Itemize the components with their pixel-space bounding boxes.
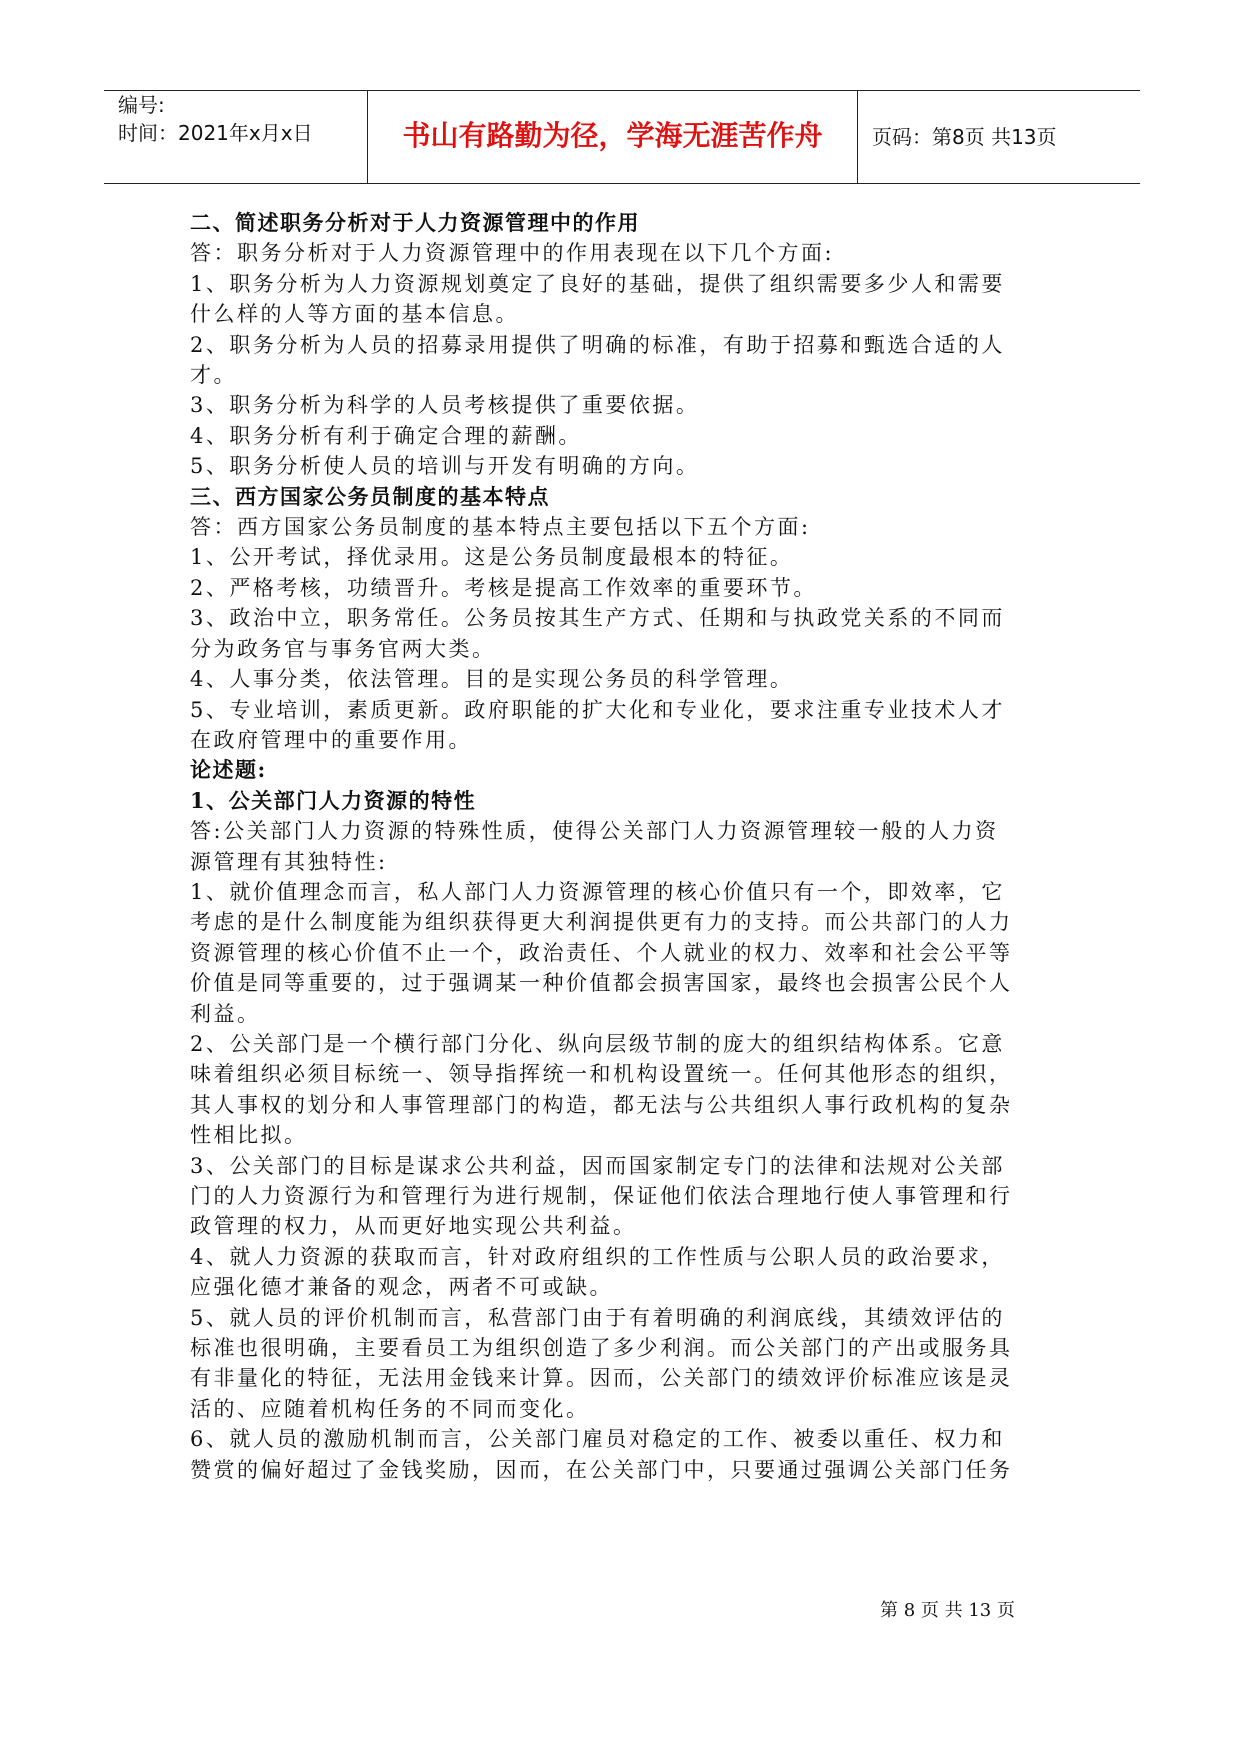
body-line: 4、职务分析有利于确定合理的薪酬。 bbox=[190, 423, 582, 448]
page-footer: 第 8 页 共 13 页 bbox=[880, 1600, 1015, 1621]
header-page-label: 页码：第8页 共13页 bbox=[872, 125, 1057, 149]
body-line: 味着组织必须目标统一、领导指挥统一和机构设置统一。任何其他形态的组织， bbox=[190, 1062, 1013, 1087]
body-line: 3、公关部门的目标是谋求公共利益，因而国家制定专门的法律和法规对公关部 bbox=[190, 1153, 1005, 1178]
body-line: 5、职务分析使人员的培训与开发有明确的方向。 bbox=[190, 454, 700, 479]
body-line: 在政府管理中的重要作用。 bbox=[190, 727, 472, 752]
header-motto-cell bbox=[368, 91, 858, 183]
section-heading: 三、西方国家公务员制度的基本特点 bbox=[190, 483, 550, 509]
body-line: 6、就人员的激励机制而言，公关部门雇员对稳定的工作、被委以重任、权力和 bbox=[190, 1427, 1005, 1452]
document-body bbox=[190, 208, 1060, 1485]
body-line: 答:公关部门人力资源的特殊性质，使得公关部门人力资源管理较一般的人力资 bbox=[190, 819, 999, 844]
section-heading: 二、简述职务分析对于人力资源管理中的作用 bbox=[190, 210, 640, 235]
body-line: 标准也很明确，主要看员工为组织创造了多少利润。而公关部门的产出或服务具 bbox=[190, 1336, 1013, 1361]
body-line: 分为政务官与事务官两大类。 bbox=[190, 636, 496, 661]
body-line: 应强化德才兼备的观念，两者不可或缺。 bbox=[190, 1275, 613, 1300]
body-line: 答：职务分析对于人力资源管理中的作用表现在以下几个方面: bbox=[190, 241, 835, 266]
body-line: 2、严格考核，功绩晋升。考核是提高工作效率的重要环节。 bbox=[190, 575, 817, 600]
body-line: 才。 bbox=[190, 363, 237, 388]
body-line: 价值是同等重要的，过于强调某一种价值都会损害国家，最终也会损害公民个人 bbox=[190, 971, 1013, 996]
body-line: 什么样的人等方面的基本信息。 bbox=[190, 302, 519, 327]
body-line: 2、公关部门是一个横行部门分化、纵向层级节制的庞大的组织结构体系。它意 bbox=[190, 1031, 1005, 1056]
header-page-cell bbox=[858, 91, 1140, 183]
body-line: 5、就人员的评价机制而言，私营部门由于有着明确的利润底线，其绩效评估的 bbox=[190, 1305, 1005, 1330]
body-line: 3、职务分析为科学的人员考核提供了重要依据。 bbox=[190, 393, 700, 418]
body-line: 性相比拟。 bbox=[190, 1123, 308, 1148]
body-line: 源管理有其独特性: bbox=[190, 849, 388, 874]
section-heading: 1、公关部门人力资源的特性 bbox=[190, 787, 477, 813]
document-header bbox=[104, 90, 1140, 184]
body-line: 答：西方国家公务员制度的基本特点主要包括以下五个方面: bbox=[190, 515, 811, 540]
body-line: 资源管理的核心价值不止一个，政治责任、个人就业的权力、效率和社会公平等 bbox=[190, 940, 1013, 965]
body-line: 赞赏的偏好超过了金钱奖励，因而，在公关部门中，只要通过强调公关部门任务 bbox=[190, 1457, 1013, 1482]
body-line: 活的、应随着机构任务的不同而变化。 bbox=[190, 1396, 590, 1421]
header-motto: 书山有路勤为径，学海无涯苦作舟 bbox=[402, 119, 823, 152]
body-line: 政管理的权力，从而更好地实现公共利益。 bbox=[190, 1214, 637, 1239]
document-number-label: 编号: bbox=[118, 93, 165, 117]
body-line: 门的人力资源行为和管理行为进行规制，保证他们依法合理地行使人事管理和行 bbox=[190, 1184, 1013, 1208]
body-line: 1、就价值理念而言，私人部门人力资源管理的核心价值只有一个，即效率，它 bbox=[190, 879, 1005, 904]
body-line: 利益。 bbox=[190, 1001, 261, 1026]
header-info-cell bbox=[104, 91, 368, 183]
document-time-label: 时间：2021年x月x日 bbox=[118, 121, 313, 145]
body-line: 2、职务分析为人员的招募录用提供了明确的标准，有助于招募和甄选合适的人 bbox=[190, 332, 1005, 357]
body-line: 有非量化的特征，无法用金钱来计算。因而，公关部门的绩效评价标准应该是灵 bbox=[190, 1366, 1013, 1391]
body-line: 4、就人力资源的获取而言，针对政府组织的工作性质与公职人员的政治要求， bbox=[190, 1244, 1005, 1269]
body-line: 4、人事分类，依法管理。目的是实现公务员的科学管理。 bbox=[190, 667, 794, 692]
body-line: 3、政治中立，职务常任。公务员按其生产方式、任期和与执政党关系的不同而 bbox=[190, 606, 1005, 631]
body-line: 其人事权的划分和人事管理部门的构造，都无法与公共组织人事行政机构的复杂 bbox=[190, 1092, 1013, 1117]
body-line: 1、职务分析为人力资源规划奠定了良好的基础，提供了组织需要多少人和需要 bbox=[190, 271, 1005, 296]
section-heading: 论述题: bbox=[190, 757, 267, 783]
body-line: 5、专业培训，素质更新。政府职能的扩大化和专业化，要求注重专业技术人才 bbox=[190, 697, 1005, 722]
body-line: 1、公开考试，择优录用。这是公务员制度最根本的特征。 bbox=[190, 545, 794, 570]
body-line: 考虑的是什么制度能为组织获得更大利润提供更有力的支持。而公共部门的人力 bbox=[190, 910, 1013, 935]
